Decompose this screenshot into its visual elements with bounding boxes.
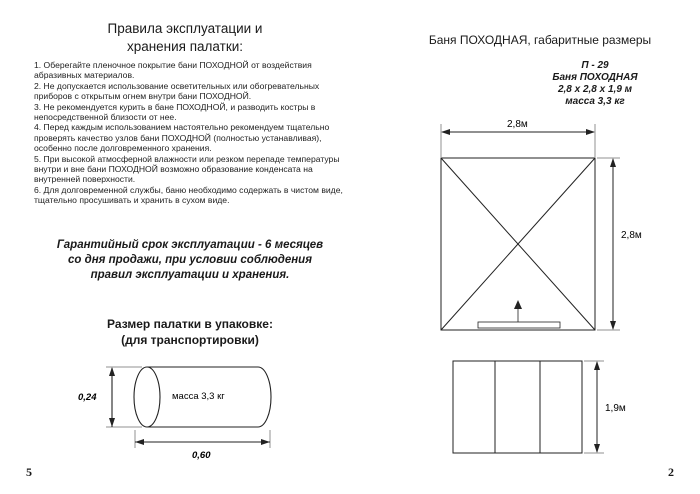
arrow-icon: [610, 158, 616, 167]
width-label: 2,8м: [507, 119, 528, 130]
rule-item: 5. При высокой атмосферной влажности или резком перепаде температуры внутри и вне бани ПОХОДНОЙ возможно образование конденсата на внутренней поверхности.: [34, 153, 340, 185]
page-number-right: 2: [668, 465, 674, 479]
pack-title-line1: Размер палатки в упаковке:: [107, 317, 273, 331]
model-code: П - 29: [581, 60, 609, 71]
warranty-line2: со дня продажи, при условии соблюдения: [68, 254, 312, 266]
rule-item: 2. Не допускается использование осветительных или обогревательных приборов с открытым огнем внутри бани ПОХОДНОЙ.: [34, 80, 320, 102]
rules-title-line1: Правила эксплуатации и: [107, 21, 263, 36]
pack-diameter-label: 0,24: [78, 392, 97, 403]
depth-label: 2,8м: [621, 230, 642, 241]
model-size: 2,8 х 2,8 х 1,9 м: [557, 84, 633, 95]
rule-item: 6. Для долговременной службы, баню необходимо содержать в чистом виде, тщательно просушивать и хранить в сухом виде.: [34, 184, 343, 206]
pack-mass-label: масса 3,3 кг: [172, 391, 225, 402]
tent-drawing: [350, 0, 700, 494]
front-view-outline: [453, 361, 582, 453]
arrow-icon: [109, 418, 115, 427]
model-mass: масса 3,3 кг: [565, 96, 625, 107]
door-mark: [478, 322, 560, 328]
arrow-icon: [441, 129, 450, 135]
height-label: 1,9м: [605, 403, 626, 414]
rule-item: 1. Оберегайте пленочное покрытие бани ПОХОДНОЙ от воздействия абразивных материалов.: [34, 60, 312, 81]
arrow-icon: [514, 300, 522, 309]
arrow-icon: [261, 439, 270, 445]
warranty-line1: Гарантийный срок эксплуатации - 6 месяцев: [56, 239, 324, 251]
arrow-icon: [135, 439, 144, 445]
cylinder-end-left: [134, 367, 160, 427]
warranty-line3: правил эксплуатации и хранения.: [90, 269, 290, 281]
model-name: Баня ПОХОДНАЯ: [552, 72, 638, 83]
arrow-icon: [594, 444, 600, 453]
arrow-icon: [586, 129, 595, 135]
rule-item: 4. Перед каждым использованием настоятельно рекомендуем тщательно проверять качество узлов бани ПОХОДНОЙ (полностью устанавливая), особенно после долговременного хранения.: [34, 122, 330, 154]
arrow-icon: [109, 367, 115, 376]
rules-title-line2: хранения палатки:: [126, 39, 244, 54]
pack-title-line2: (для транспортировки): [121, 333, 259, 347]
pack-length-label: 0,60: [192, 450, 211, 461]
page-number-left: 5: [26, 465, 32, 479]
rule-item: 3. Не рекомендуется курить в бане ПОХОДНОЙ, и разводить костры в непосредственной близости от нее.: [34, 101, 316, 123]
dimensions-title: Баня ПОХОДНАЯ, габаритные размеры: [428, 33, 652, 47]
arrow-icon: [594, 361, 600, 370]
arrow-icon: [610, 321, 616, 330]
right-page: [350, 0, 700, 494]
